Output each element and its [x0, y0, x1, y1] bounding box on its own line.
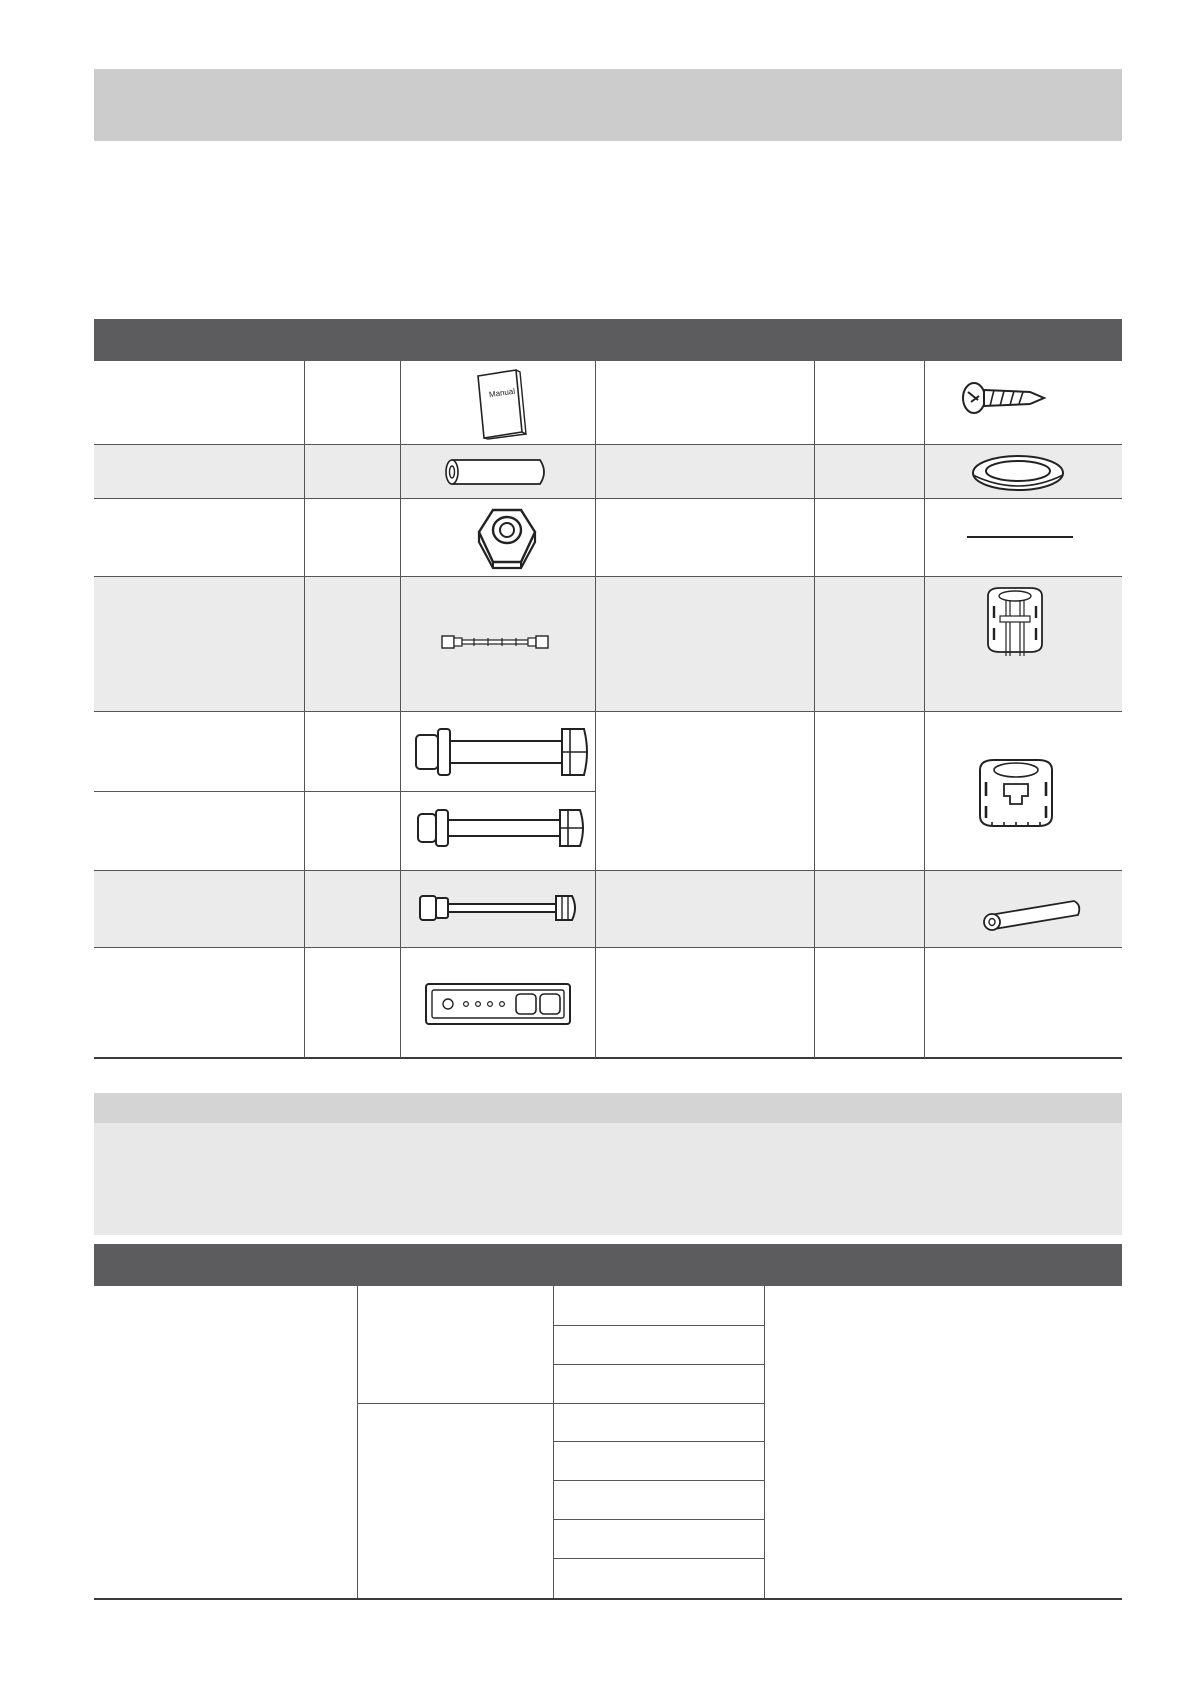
table-row-divider	[94, 791, 595, 792]
spec-table-column-divider	[553, 1286, 554, 1598]
table-row-divider	[94, 498, 1122, 499]
table-row-divider	[94, 444, 1122, 445]
table-row-divider	[94, 947, 1122, 948]
cable-tie-line-icon	[967, 536, 1073, 538]
magnetic-ring-small-icon	[980, 586, 1050, 658]
table-column-divider	[924, 361, 925, 1058]
spec-table-row-divider	[553, 1325, 765, 1326]
insulation-tube-icon	[442, 457, 550, 487]
spec-table-row-divider	[553, 1480, 765, 1481]
table-bottom-rule	[94, 1057, 1122, 1059]
manual-icon	[470, 368, 530, 440]
connecting-pipe-long-icon	[440, 632, 552, 652]
flare-nut-icon	[473, 506, 539, 570]
note-box-body	[94, 1123, 1122, 1235]
pipe-adapter-medium-icon	[414, 804, 592, 852]
table-row-divider	[94, 576, 1122, 577]
pipe-adapter-large-icon	[414, 723, 592, 781]
table-row-shade	[94, 870, 1122, 947]
sleeve-tube-icon	[980, 895, 1084, 935]
gasket-ring-icon	[970, 453, 1066, 493]
control-panel-icon	[424, 982, 572, 1026]
accessories-table-header	[94, 319, 1122, 361]
note-box-header	[94, 1093, 1122, 1123]
table-column-divider	[304, 361, 305, 1058]
spec-table-column-divider	[357, 1286, 358, 1598]
table-column-divider	[595, 361, 596, 1058]
pipe-adapter-small-icon	[416, 888, 580, 928]
table-row-shade	[94, 576, 1122, 711]
spec-table-column-divider	[764, 1286, 765, 1598]
table-column-divider	[814, 361, 815, 1058]
spec-table-row-divider	[553, 1441, 765, 1442]
spec-table-row-divider	[553, 1558, 765, 1559]
table-row-divider	[94, 870, 1122, 871]
magnetic-ring-large-icon	[974, 756, 1058, 830]
svg-text:Manual: Manual	[488, 386, 516, 400]
table-column-divider	[400, 361, 401, 1058]
table-row-shade	[94, 444, 1122, 498]
spec-table-row-divider	[553, 1364, 765, 1365]
page-title-band	[94, 69, 1122, 141]
table-row-divider	[94, 711, 1122, 712]
spec-table-row-divider	[553, 1519, 765, 1520]
specification-table-header	[94, 1244, 1122, 1286]
spec-table-bottom-rule	[94, 1598, 1122, 1600]
spec-table-row-divider	[357, 1403, 765, 1404]
screw-icon	[960, 378, 1048, 418]
